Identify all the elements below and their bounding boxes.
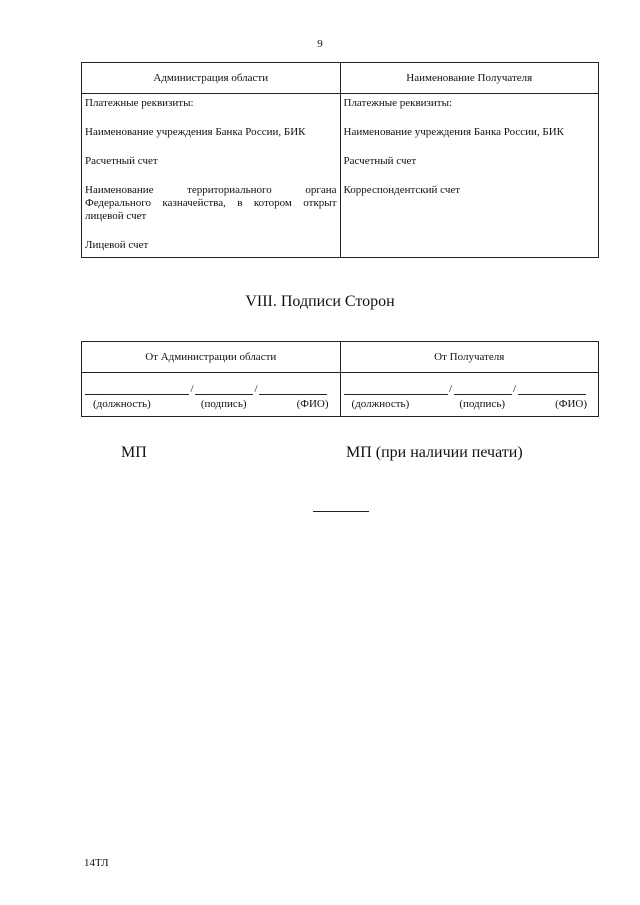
signature-blank-lines: [344, 379, 596, 395]
stamp-place-administration: МП: [121, 444, 147, 461]
separator-slash: /: [512, 383, 517, 395]
section-heading: VIII. Подписи Сторон: [245, 293, 395, 310]
separator-slash: /: [448, 383, 453, 395]
separator-slash: /: [190, 383, 194, 395]
bank-name-bik-label: Наименование учреждения Банка России, БИК: [85, 126, 306, 138]
position-blank: [344, 382, 448, 395]
page-number: 9: [317, 38, 323, 50]
bank-name-bik-label: Наименование учреждения Банка России, БИК: [343, 126, 565, 138]
footer-code: 14ТЛ: [84, 857, 109, 869]
recipient-requisites-cell: [340, 94, 599, 258]
signature-caption: (подпись): [459, 398, 505, 410]
stamp-place-recipient: МП (при наличии печати): [346, 444, 523, 461]
treasury-body-label: Наименование территориального органа Федерального казначейства, в котором открыт лицевой счет: [85, 184, 337, 222]
administration-signature-cell: [82, 373, 341, 417]
full-name-caption: (ФИО): [555, 398, 587, 410]
signature-captions: [85, 395, 337, 410]
personal-account-label: Лицевой счет: [85, 239, 149, 251]
position-blank: [85, 382, 189, 395]
separator-slash: /: [254, 383, 258, 395]
position-caption: (должность): [351, 398, 410, 410]
signature-caption: (подпись): [200, 398, 247, 410]
requisites-table: [81, 62, 599, 258]
requisites-header-administration: Администрация области: [82, 63, 341, 94]
signature-blank: [195, 382, 253, 395]
settlement-account-label: Расчетный счет: [85, 155, 158, 167]
payment-details-label: Платежные реквизиты:: [85, 97, 194, 109]
full-name-blank: [518, 382, 586, 395]
signature-blank-lines: [85, 379, 337, 395]
full-name-caption: (ФИО): [296, 398, 329, 410]
signatures-header-administration: От Администрации области: [82, 342, 341, 373]
correspondent-account-label: Корреспондентский счет: [343, 184, 461, 196]
requisites-header-recipient: Наименование Получателя: [340, 63, 599, 94]
signature-blank: [454, 382, 512, 395]
position-caption: (должность): [93, 398, 151, 410]
signature-captions: [344, 395, 596, 410]
end-of-document-rule: [313, 511, 369, 512]
signatures-header-recipient: От Получателя: [340, 342, 599, 373]
payment-details-label: Платежные реквизиты:: [343, 97, 453, 109]
administration-requisites-cell: [82, 94, 341, 258]
signatures-table: [81, 341, 599, 417]
full-name-blank: [259, 382, 327, 395]
settlement-account-label: Расчетный счет: [343, 155, 417, 167]
recipient-signature-cell: [340, 373, 599, 417]
